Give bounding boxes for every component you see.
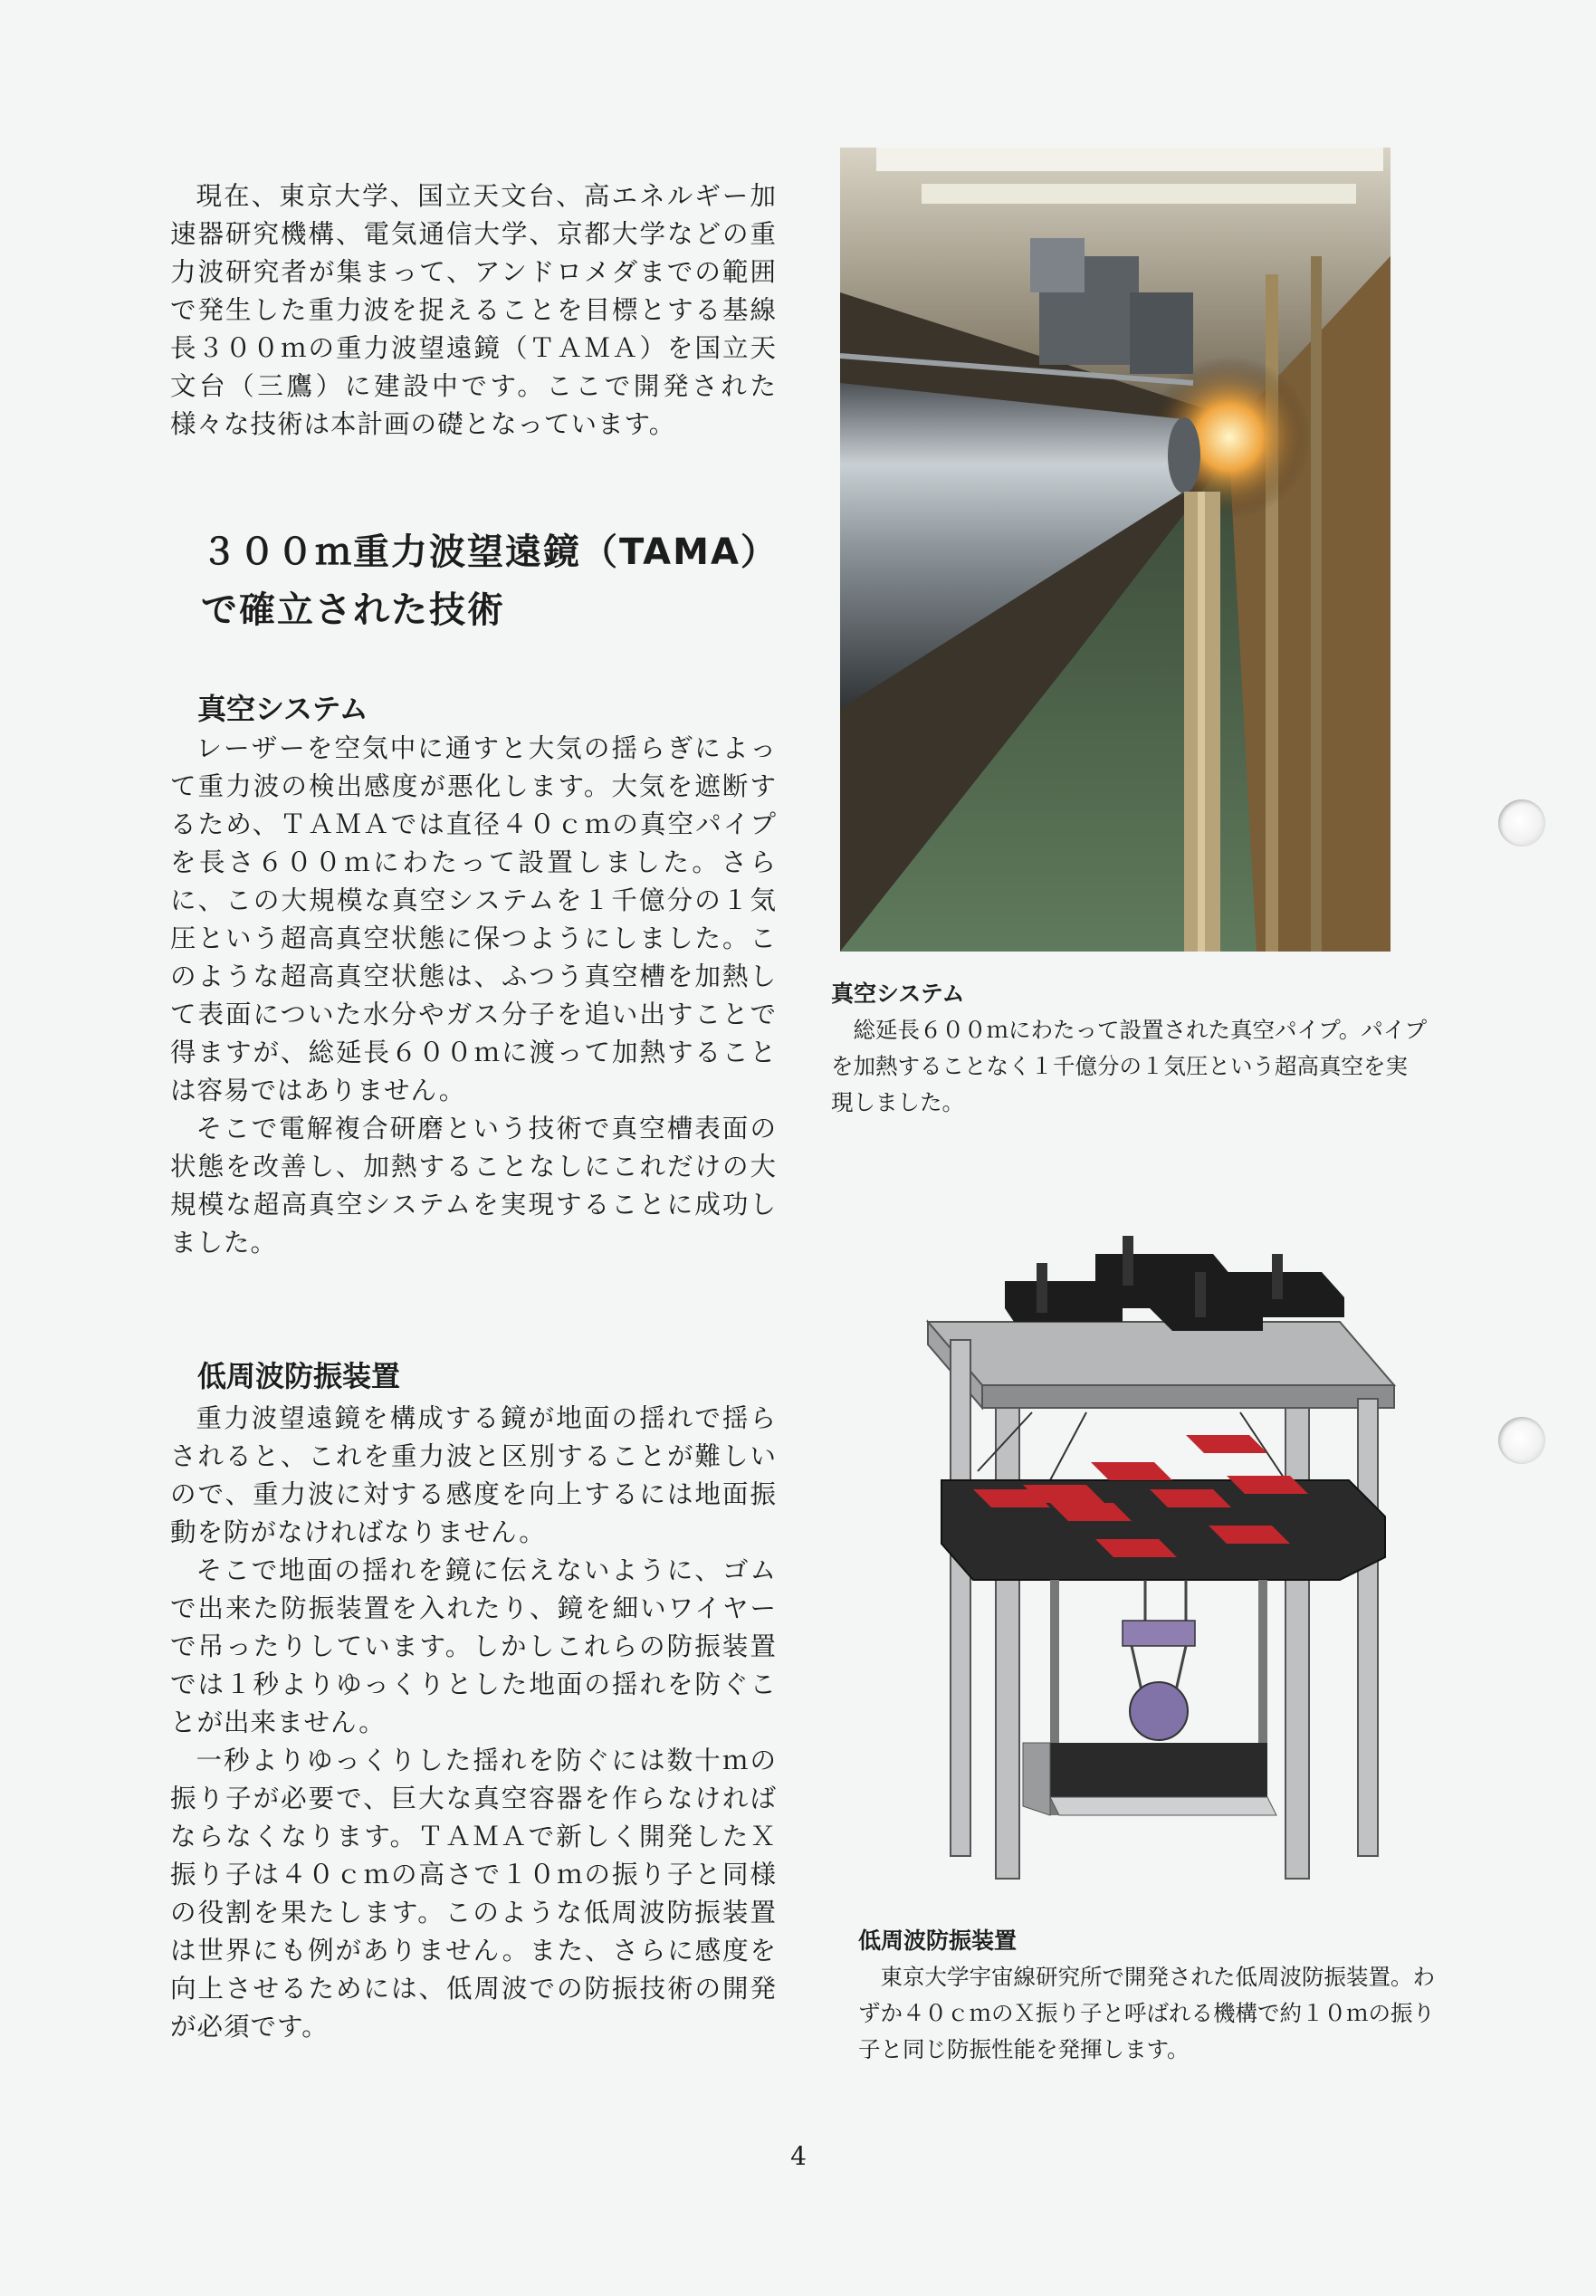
- vacuum-paragraph-1: レーザーを空気中に通すと大気の揺らぎによって重力波の検出感度が悪化します。大気を遮断するため、ＴＡＭＡでは直径４０ｃｍの真空パイプを長さ６００ｍにわたって設置しました。さらに、この大規模な真空システムを１千億分の１気圧という超高真空状態に保つようにしました。このような超高真空状態は、ふつう真空槽を加熱して表面についた水分やガス分子を追い出すことで得ますが、総延長６００ｍに渡って加熱することは容易ではありません。: [170, 733, 777, 1105]
- isolation-paragraph-3: 一秒よりゆっくりした揺れを防ぐには数十ｍの振り子が必要で、巨大な真空容器を作らなければならなくなります。ＴＡＭＡで新しく開発したＸ振り子は４０ｃｍの高さで１０ｍの振り子と同様の役割を果たします。このような低周波防振装置は世界にも例がありません。また、さらに感度を向上させるためには、低周波での防振技術の開発が必須です。: [170, 1746, 777, 2042]
- intro-text: 現在、東京大学、国立天文台、高エネルギー加速器研究機構、電気通信大学、京都大学などの重力波研究者が集まって、アンドロメダまでの範囲で発生した重力波を捉えることを目標とする基線長３００ｍの重力波望遠鏡（ＴＡＭＡ）を国立天文台（三鷹）に建設中です。ここで開発された様々な技術は本計画の礎となっています。: [170, 181, 777, 439]
- vacuum-paragraph-2: そこで電解複合研磨という技術で真空槽表面の状態を改善し、加熱することなしにこれだけの大規模な超高真空システムを実現することに成功しました。: [170, 1114, 777, 1258]
- isolation-paragraph-1: 重力波望遠鏡を構成する鏡が地面の揺れで揺らされると、これを重力波と区別することが難しいので、重力波に対する感度を向上するには地面振動を防がなければなりません。: [170, 1403, 777, 1547]
- vacuum-heading: 真空システム: [197, 692, 368, 726]
- intro-paragraph: [170, 177, 777, 444]
- isolation-diagram-caption: [858, 1923, 1456, 2068]
- section-title: [201, 523, 779, 639]
- isolation-caption-title: 低周波防振装置: [858, 1928, 1018, 1954]
- isolation-caption-body: 東京大学宇宙線研究所で開発された低周波防振装置。わずか４０ｃｍのＸ振り子と呼ばれる機構で約１０ｍの振り子と同じ防振性能を発揮します。: [858, 1964, 1435, 2062]
- vacuum-tunnel-photo: [840, 148, 1391, 952]
- page-number: 4: [790, 2141, 807, 2171]
- vacuum-photo-caption: [831, 976, 1429, 1121]
- isolation-body: [170, 1400, 777, 2046]
- section-title-line1: ３００ｍ重力波望遠鏡（TAMA）: [201, 531, 779, 573]
- isolation-device-illustration: [914, 1218, 1421, 1888]
- isolation-paragraph-2: そこで地面の揺れを鏡に伝えないように、ゴムで出来た防振装置を入れたり、鏡を細いワイヤーで吊ったりしています。しかしこれらの防振装置では１秒よりゆっくりとした地面の揺れを防ぐことが出来ません。: [170, 1555, 777, 1737]
- punch-hole-lower: [1498, 1417, 1545, 1464]
- isolation-device-diagram: [914, 1218, 1421, 1888]
- vacuum-body: [170, 730, 777, 1262]
- section-title-line2: で確立された技術: [201, 589, 505, 631]
- vacuum-caption-body: 総延長６００ｍにわたって設置された真空パイプ。パイプを加熱することなく１千億分の１気圧という超高真空を実現しました。: [831, 1017, 1428, 1115]
- vacuum-caption-title: 真空システム: [831, 981, 965, 1007]
- isolation-heading: 低周波防振装置: [197, 1359, 401, 1393]
- punch-hole-upper: [1498, 799, 1545, 847]
- vacuum-tunnel-illustration: [840, 148, 1391, 952]
